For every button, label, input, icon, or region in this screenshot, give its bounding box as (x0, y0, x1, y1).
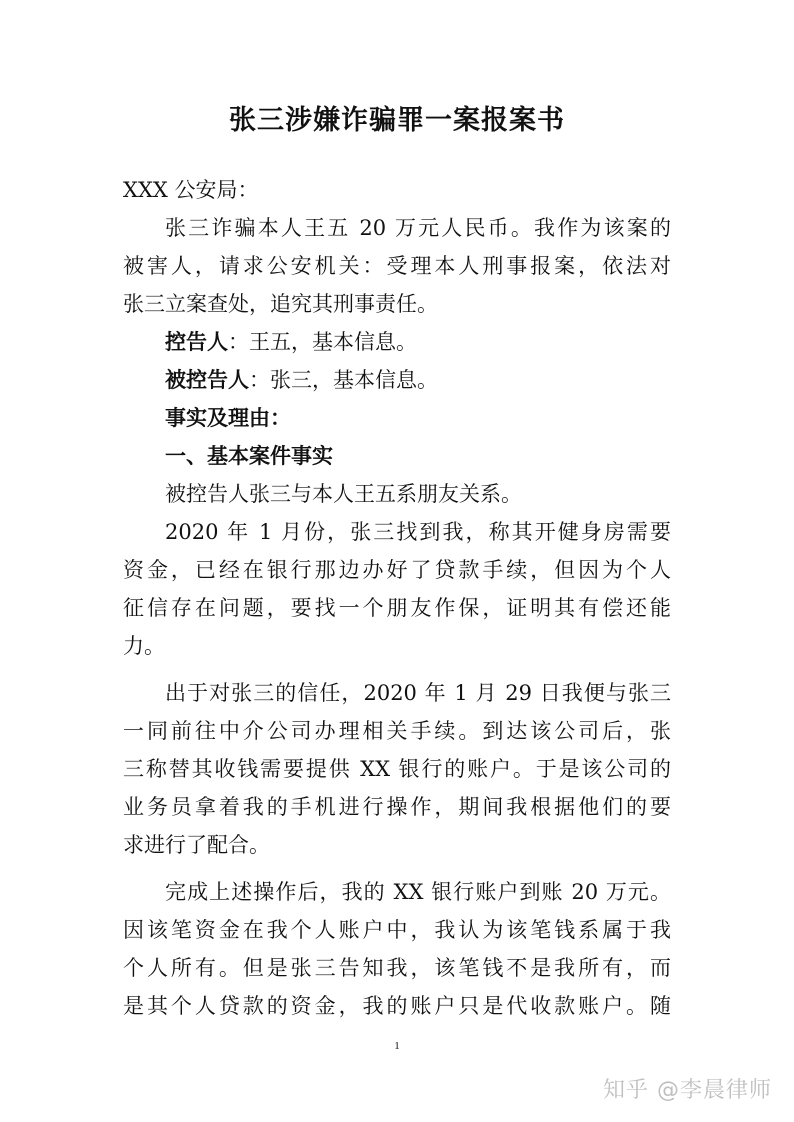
paragraph-line: 完成上述操作后，我的 XX 银行账户到账 20 万元。 (165, 880, 671, 904)
complainant-value: ：王五，基本信息。 (228, 330, 417, 354)
facts-heading: 事实及理由： (165, 406, 291, 430)
paragraph-line: 出于对张三的信任，2020 年 1 月 29 日我便与张三 (165, 681, 671, 705)
paragraph-line: 求进行了配合。 (123, 833, 270, 857)
complainant-label: 控告人 (165, 330, 228, 354)
addressee: XXX 公安局： (123, 178, 259, 202)
document-title: 张三涉嫌诈骗罪一案报案书 (229, 105, 565, 136)
transfer-paragraph (123, 873, 671, 1025)
paragraph-line: 业务员拿着我的手机进行操作，期间我根据他们的要 (123, 795, 671, 819)
intro-paragraph (123, 209, 671, 323)
accused-label: 被控告人 (165, 368, 249, 392)
paragraph-line: 被害人，请求公安机关：受理本人刑事报案，依法对 (123, 254, 671, 278)
paragraph-line: 是其个人贷款的资金，我的账户只是代收款账户。随 (123, 994, 671, 1018)
paragraph-line: 一同前往中介公司办理相关手续。到达该公司后，张 (123, 719, 671, 743)
paragraph-line: 2020 年 1 月份，张三找到我，称其开健身房需要 (165, 520, 671, 544)
paragraph-line: 征信存在问题，要找一个朋友作保，证明其有偿还能 (123, 596, 671, 620)
paragraph-line: 因该笔资金在我个人账户中，我认为该笔钱系属于我 (123, 918, 671, 942)
paragraph-line: 力。 (123, 634, 165, 658)
paragraph-line: 个人所有。但是张三告知我，该笔钱不是我所有，而 (123, 956, 671, 980)
watermark: 知乎 @李晨律师 (603, 1078, 772, 1103)
paragraph-line: 张三立案查处，追究其刑事责任。 (123, 292, 438, 316)
january-paragraph (123, 513, 671, 665)
document-body (123, 171, 671, 1025)
page-number: 1 (394, 1040, 400, 1052)
accused-value: ：张三，基本信息。 (249, 368, 438, 392)
complainant-line (123, 323, 671, 361)
paragraph-line: 资金，已经在银行那边办好了贷款手续，但因为个人 (123, 558, 671, 582)
accused-line (123, 361, 671, 399)
section-one-heading: 一、基本案件事实 (165, 444, 333, 468)
trust-paragraph (123, 674, 671, 864)
paragraph-line: 三称替其收钱需要提供 XX 银行的账户。于是该公司的 (123, 757, 671, 781)
relation-paragraph: 被控告人张三与本人王五系朋友关系。 (165, 482, 522, 506)
paragraph-line: 张三诈骗本人王五 20 万元人民币。我作为该案的 (165, 216, 671, 240)
